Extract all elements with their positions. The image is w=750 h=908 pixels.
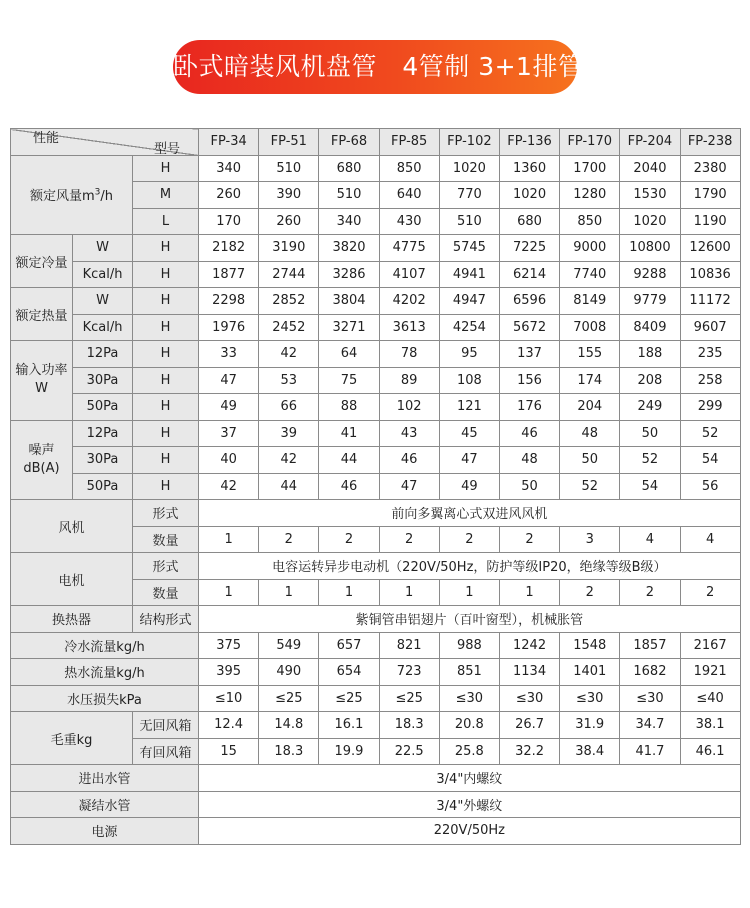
table-cell: 38.1	[680, 712, 740, 739]
table-cell: 1190	[680, 208, 740, 235]
qty-label: 数量	[133, 526, 199, 553]
table-cell: 46	[319, 473, 379, 500]
speed-label: H	[133, 341, 199, 368]
inlet-outlet-label: 进出水管	[11, 765, 199, 792]
table-cell: 1790	[680, 182, 740, 209]
unit-label: W	[73, 235, 133, 262]
table-cell: 88	[319, 394, 379, 421]
table-cell: 4775	[379, 235, 439, 262]
table-cell: 174	[560, 367, 620, 394]
table-cell: 75	[319, 367, 379, 394]
condensate-row	[11, 791, 741, 818]
table-cell: 38.4	[560, 738, 620, 765]
table-cell: 204	[560, 394, 620, 421]
table-cell: 41	[319, 420, 379, 447]
table-cell: 95	[439, 341, 499, 368]
table-cell: 490	[259, 659, 319, 686]
table-cell: 9607	[680, 314, 740, 341]
speed-label: H	[133, 367, 199, 394]
table-cell: 19.9	[319, 738, 379, 765]
model-header: FP-68	[319, 129, 379, 156]
table-cell: 54	[620, 473, 680, 500]
table-cell: 3190	[259, 235, 319, 262]
table-cell: 4202	[379, 288, 439, 315]
power-supply-label: 电源	[11, 818, 199, 845]
table-cell: 1	[439, 579, 499, 606]
table-cell: 44	[319, 447, 379, 474]
table-cell: 1134	[499, 659, 559, 686]
table-cell: 25.8	[439, 738, 499, 765]
table-cell: 41.7	[620, 738, 680, 765]
model-header: FP-204	[620, 129, 680, 156]
heating-label: 额定热量	[11, 288, 73, 341]
speed-label: H	[133, 314, 199, 341]
model-header: FP-34	[199, 129, 259, 156]
table-cell: 1020	[499, 182, 559, 209]
motor-form-value: 电容运转异步电动机（220V/50Hz，防护等级IP20，绝缘等级B级）	[199, 553, 741, 580]
table-cell: 10836	[680, 261, 740, 288]
table-cell: 1	[319, 579, 379, 606]
weight-sub-label: 无回风箱	[133, 712, 199, 739]
table-cell: 851	[439, 659, 499, 686]
table-cell: 11172	[680, 288, 740, 315]
table-cell: 1360	[499, 155, 559, 182]
table-cell: 2182	[199, 235, 259, 262]
table-cell: 1401	[560, 659, 620, 686]
noise-label: 噪声 dB(A)	[11, 420, 73, 500]
exchanger-label: 换热器	[11, 606, 133, 633]
table-cell: 340	[199, 155, 259, 182]
performance-label: 性能	[33, 130, 60, 146]
speed-label: H	[133, 261, 199, 288]
speed-label: H	[133, 394, 199, 421]
table-cell: 640	[379, 182, 439, 209]
table-cell: 9000	[560, 235, 620, 262]
table-cell: 9779	[620, 288, 680, 315]
cooling-label: 额定冷量	[11, 235, 73, 288]
table-cell: 1242	[499, 632, 559, 659]
table-cell: 7225	[499, 235, 559, 262]
inlet-outlet-row	[11, 765, 741, 792]
table-cell: 340	[319, 208, 379, 235]
table-cell: 31.9	[560, 712, 620, 739]
table-cell: 2167	[680, 632, 740, 659]
table-cell: 1530	[620, 182, 680, 209]
table-cell: 42	[259, 341, 319, 368]
table-cell: 18.3	[379, 712, 439, 739]
table-cell: 3	[560, 526, 620, 553]
table-cell: 680	[499, 208, 559, 235]
table-cell: 1700	[560, 155, 620, 182]
table-cell: 47	[199, 367, 259, 394]
table-cell: 2040	[620, 155, 680, 182]
table-cell: 39	[259, 420, 319, 447]
speed-label: H	[133, 288, 199, 315]
table-cell: 6214	[499, 261, 559, 288]
table-cell: 770	[439, 182, 499, 209]
table-cell: 188	[620, 341, 680, 368]
motor-label: 电机	[11, 553, 133, 606]
table-cell: 50	[560, 447, 620, 474]
speed-label: H	[133, 447, 199, 474]
table-cell: 2	[379, 526, 439, 553]
fan-form-row	[11, 500, 741, 527]
condensate-label: 凝结水管	[11, 791, 199, 818]
table-cell: 78	[379, 341, 439, 368]
motor-form-row	[11, 553, 741, 580]
table-cell: 43	[379, 420, 439, 447]
table-cell: 2	[319, 526, 379, 553]
table-cell: 22.5	[379, 738, 439, 765]
table-cell: 2	[259, 526, 319, 553]
table-cell: 723	[379, 659, 439, 686]
table-cell: 1	[499, 579, 559, 606]
table-cell: 2	[620, 579, 680, 606]
table-cell: 14.8	[259, 712, 319, 739]
table-cell: 1	[199, 526, 259, 553]
table-cell: 2852	[259, 288, 319, 315]
table-cell: 121	[439, 394, 499, 421]
table-cell: 34.7	[620, 712, 680, 739]
power-row-30pa	[11, 367, 741, 394]
unit-label: W	[73, 288, 133, 315]
table-cell: 260	[259, 208, 319, 235]
table-cell: 64	[319, 341, 379, 368]
table-cell: 1877	[199, 261, 259, 288]
table-cell: 49	[199, 394, 259, 421]
unit-label: Kcal/h	[73, 314, 133, 341]
table-cell: 4947	[439, 288, 499, 315]
table-cell: ≤30	[620, 685, 680, 712]
table-cell: ≤25	[379, 685, 439, 712]
table-cell: 1	[379, 579, 439, 606]
table-cell: ≤30	[499, 685, 559, 712]
table-cell: 5745	[439, 235, 499, 262]
table-cell: 50	[499, 473, 559, 500]
model-header: FP-136	[499, 129, 559, 156]
table-cell: 3820	[319, 235, 379, 262]
table-cell: 1280	[560, 182, 620, 209]
header-row	[11, 129, 741, 156]
cold-water-flow-label: 冷水流量kg/h	[11, 632, 199, 659]
table-cell: 42	[199, 473, 259, 500]
table-cell: 53	[259, 367, 319, 394]
table-cell: 52	[560, 473, 620, 500]
table-cell: 430	[379, 208, 439, 235]
table-cell: 2452	[259, 314, 319, 341]
weight-row-no-box	[11, 712, 741, 739]
table-cell: 48	[499, 447, 559, 474]
table-cell: 46.1	[680, 738, 740, 765]
table-cell: 1	[199, 579, 259, 606]
table-cell: 1	[259, 579, 319, 606]
model-label: 型号	[154, 142, 181, 155]
table-cell: 4	[620, 526, 680, 553]
table-cell: 52	[620, 447, 680, 474]
table-cell: ≤30	[439, 685, 499, 712]
model-header: FP-170	[560, 129, 620, 156]
table-cell: 56	[680, 473, 740, 500]
airflow-label: 额定风量$m^3/h$	[11, 155, 133, 235]
table-cell: 4941	[439, 261, 499, 288]
cooling-row-w	[11, 235, 741, 262]
table-cell: 3613	[379, 314, 439, 341]
table-cell: 6596	[499, 288, 559, 315]
table-cell: 510	[259, 155, 319, 182]
structure-label: 结构形式	[133, 606, 199, 633]
table-cell: 1020	[439, 155, 499, 182]
model-header: FP-51	[259, 129, 319, 156]
table-cell: 4107	[379, 261, 439, 288]
table-cell: 375	[199, 632, 259, 659]
table-cell: 680	[319, 155, 379, 182]
table-cell: ≤40	[680, 685, 740, 712]
table-cell: 9288	[620, 261, 680, 288]
form-label: 形式	[133, 553, 199, 580]
fan-form-value: 前向多翼离心式双进风风机	[199, 500, 741, 527]
table-cell: 2	[499, 526, 559, 553]
table-cell: 235	[680, 341, 740, 368]
table-cell: 850	[560, 208, 620, 235]
table-cell: 1020	[620, 208, 680, 235]
table-cell: 12.4	[199, 712, 259, 739]
exchanger-row	[11, 606, 741, 633]
table-cell: 137	[499, 341, 559, 368]
table-cell: 3271	[319, 314, 379, 341]
table-cell: 4254	[439, 314, 499, 341]
table-cell: 155	[560, 341, 620, 368]
speed-label: M	[133, 182, 199, 209]
table-cell: 258	[680, 367, 740, 394]
qty-label: 数量	[133, 579, 199, 606]
heating-row-kcal	[11, 314, 741, 341]
table-cell: 7740	[560, 261, 620, 288]
table-cell: 3286	[319, 261, 379, 288]
table-cell: 20.8	[439, 712, 499, 739]
table-cell: 50	[620, 420, 680, 447]
noise-row-50pa	[11, 473, 741, 500]
heating-row-w	[11, 288, 741, 315]
table-cell: 2744	[259, 261, 319, 288]
table-cell: 10800	[620, 235, 680, 262]
inlet-outlet-value: 3/4"内螺纹	[199, 765, 741, 792]
fan-label: 风机	[11, 500, 133, 553]
table-cell: 156	[499, 367, 559, 394]
table-cell: 42	[259, 447, 319, 474]
table-cell: 40	[199, 447, 259, 474]
table-cell: 48	[560, 420, 620, 447]
table-cell: 37	[199, 420, 259, 447]
table-cell: 46	[499, 420, 559, 447]
table-cell: 2380	[680, 155, 740, 182]
table-cell: 8149	[560, 288, 620, 315]
pressure-label: 12Pa	[73, 341, 133, 368]
speed-label: H	[133, 473, 199, 500]
table-cell: 176	[499, 394, 559, 421]
speed-label: H	[133, 155, 199, 182]
header-diagonal-cell	[11, 129, 199, 156]
table-cell: 549	[259, 632, 319, 659]
table-cell: 208	[620, 367, 680, 394]
pressure-label: 50Pa	[73, 473, 133, 500]
table-cell: 47	[379, 473, 439, 500]
power-label: 输入功率 W	[11, 341, 73, 421]
table-cell: 49	[439, 473, 499, 500]
table-cell: 47	[439, 447, 499, 474]
noise-row-12pa	[11, 420, 741, 447]
table-cell: 15	[199, 738, 259, 765]
table-cell: 1976	[199, 314, 259, 341]
table-cell: 52	[680, 420, 740, 447]
table-cell: 5672	[499, 314, 559, 341]
table-cell: 2	[439, 526, 499, 553]
table-cell: 850	[379, 155, 439, 182]
noise-row-30pa	[11, 447, 741, 474]
table-cell: 8409	[620, 314, 680, 341]
form-label: 形式	[133, 500, 199, 527]
speed-label: H	[133, 235, 199, 262]
table-cell: ≤25	[319, 685, 379, 712]
pressure-label: 12Pa	[73, 420, 133, 447]
table-cell: 510	[439, 208, 499, 235]
table-cell: 390	[259, 182, 319, 209]
table-cell: 2	[680, 579, 740, 606]
table-cell: ≤30	[560, 685, 620, 712]
table-cell: 89	[379, 367, 439, 394]
power-supply-row	[11, 818, 741, 845]
model-header: FP-102	[439, 129, 499, 156]
table-cell: 1548	[560, 632, 620, 659]
pressure-loss-label: 水压损失kPa	[11, 685, 199, 712]
table-cell: 102	[379, 394, 439, 421]
unit-label: Kcal/h	[73, 261, 133, 288]
table-cell: 32.2	[499, 738, 559, 765]
weight-label: 毛重kg	[11, 712, 133, 765]
table-cell: 4	[680, 526, 740, 553]
cooling-row-kcal	[11, 261, 741, 288]
table-cell: 16.1	[319, 712, 379, 739]
table-cell: 44	[259, 473, 319, 500]
table-cell: 1857	[620, 632, 680, 659]
power-row-12pa	[11, 341, 741, 368]
table-cell: ≤10	[199, 685, 259, 712]
table-cell: 2298	[199, 288, 259, 315]
table-cell: 45	[439, 420, 499, 447]
model-header: FP-238	[680, 129, 740, 156]
airflow-row-h	[11, 155, 741, 182]
exchanger-value: 紫铜管串铝翅片（百叶窗型），机械胀管	[199, 606, 741, 633]
table-cell: 170	[199, 208, 259, 235]
hot-water-flow-label: 热水流量kg/h	[11, 659, 199, 686]
table-cell: 26.7	[499, 712, 559, 739]
table-cell: 54	[680, 447, 740, 474]
table-cell: 108	[439, 367, 499, 394]
table-cell: 657	[319, 632, 379, 659]
table-cell: 33	[199, 341, 259, 368]
table-cell: 395	[199, 659, 259, 686]
table-cell: 1682	[620, 659, 680, 686]
table-cell: 1921	[680, 659, 740, 686]
weight-sub-label: 有回风箱	[133, 738, 199, 765]
hot-water-flow-row	[11, 659, 741, 686]
model-header: FP-85	[379, 129, 439, 156]
table-cell: 46	[379, 447, 439, 474]
table-cell: 7008	[560, 314, 620, 341]
cold-water-flow-row	[11, 632, 741, 659]
pressure-label: 50Pa	[73, 394, 133, 421]
condensate-value: 3/4"外螺纹	[199, 791, 741, 818]
table-cell: 260	[199, 182, 259, 209]
pressure-label: 30Pa	[73, 447, 133, 474]
table-cell: 510	[319, 182, 379, 209]
table-cell: ≤25	[259, 685, 319, 712]
table-cell: 18.3	[259, 738, 319, 765]
table-cell: 66	[259, 394, 319, 421]
title-banner: 卧式暗装风机盘管 4管制 3+1排管	[173, 40, 577, 94]
table-cell: 988	[439, 632, 499, 659]
speed-label: H	[133, 420, 199, 447]
table-cell: 654	[319, 659, 379, 686]
table-cell: 821	[379, 632, 439, 659]
table-cell: 2	[560, 579, 620, 606]
power-row-50pa	[11, 394, 741, 421]
spec-table	[10, 128, 741, 845]
table-cell: 12600	[680, 235, 740, 262]
table-cell: 299	[680, 394, 740, 421]
speed-label: L	[133, 208, 199, 235]
power-supply-value: 220V/50Hz	[199, 818, 741, 845]
table-cell: 249	[620, 394, 680, 421]
pressure-loss-row	[11, 685, 741, 712]
table-cell: 3804	[319, 288, 379, 315]
pressure-label: 30Pa	[73, 367, 133, 394]
